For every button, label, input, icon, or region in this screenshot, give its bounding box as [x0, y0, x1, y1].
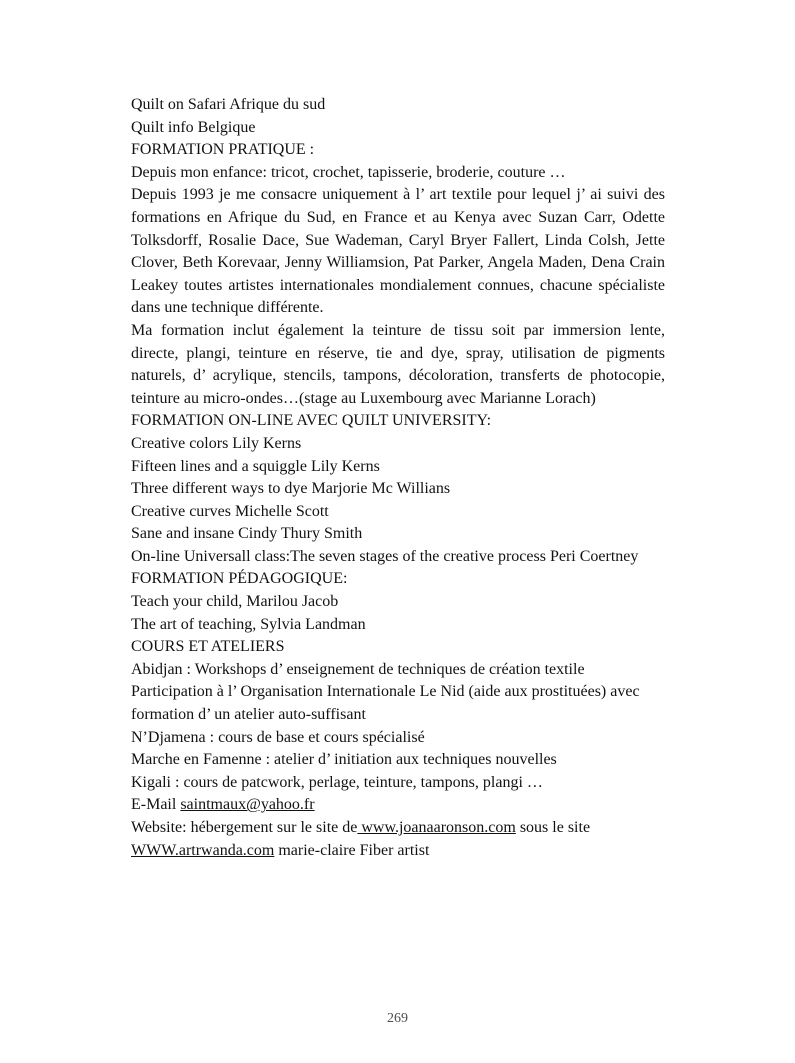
page-content	[131, 94, 665, 862]
text-line-enfance: Depuis mon enfance: tricot, crochet, tapisserie, broderie, couture …	[131, 163, 566, 181]
course-line: Teach your child, Marilou Jacob	[131, 593, 339, 611]
email-link[interactable]: saintmaux@yahoo.fr	[180, 796, 315, 814]
course-line: The art of teaching, Sylvia Landman	[131, 615, 366, 633]
email-label: E-Mail	[131, 796, 181, 814]
paragraph-formation-teinture: Ma formation inclut également la teinture de tissu soit par immersion lente, directe, plangi, teinture en réserve, tie and dye, spray, utilisation de pigments naturels, d’ acrylique, stencils, tampons, décoloration, transferts de photocopie, teinture au micro-ondes…(stage au Luxembourg avec Marianne Lorach)	[131, 321, 665, 407]
website-suffix: marie-claire Fiber artist	[274, 841, 430, 859]
email-line	[131, 794, 665, 817]
course-line: Sane and insane Cindy Thury Smith	[131, 525, 363, 543]
text-line-quilt-info: Quilt info Belgique	[131, 118, 256, 136]
page-footer	[0, 1011, 795, 1027]
section-title-formation-online: FORMATION ON-LINE AVEC QUILT UNIVERSITY:	[131, 412, 492, 430]
course-line: Fifteen lines and a squiggle Lily Kerns	[131, 457, 380, 475]
section-title-cours-ateliers: COURS ET ATELIERS	[131, 638, 285, 656]
atelier-line-ndjamena: N’Djamena : cours de base et cours spécialisé	[131, 728, 425, 746]
section-title-formation-pedagogique: FORMATION PÉDAGOGIQUE:	[131, 570, 348, 588]
website-middle: sous le site	[515, 819, 591, 836]
course-line: On-line Universall class:The seven stages of the creative process Peri Coertney	[131, 547, 639, 565]
text-line-quilt-safari: Quilt on Safari Afrique du sud	[131, 96, 326, 113]
website-link-joanaaronson[interactable]: www.joanaaronson.com	[357, 819, 516, 836]
website-link-artrwanda[interactable]: WWW.artrwanda.com	[131, 841, 275, 859]
page-number: 269	[387, 1011, 408, 1026]
website-line-2	[131, 840, 665, 863]
atelier-line-kigali: Kigali : cours de patcwork, perlage, teinture, tampons, plangi …	[131, 773, 543, 791]
course-line: Creative curves Michelle Scott	[131, 502, 329, 520]
course-line: Creative colors Lily Kerns	[131, 434, 302, 452]
atelier-line-marche: Marche en Famenne : atelier d’ initiation aux techniques nouvelles	[131, 751, 557, 769]
website-line	[131, 817, 665, 840]
atelier-line-abidjan: Abidjan : Workshops d’ enseignement de techniques de création textile	[131, 660, 585, 678]
course-line: Three different ways to dye Marjorie Mc Willians	[131, 480, 451, 498]
atelier-line-participation: Participation à l’ Organisation Internationale Le Nid (aide aux prostituées) avec formation d’ un atelier auto-suffisant	[131, 683, 640, 724]
website-prefix: Website: hébergement sur le site de	[131, 819, 358, 836]
paragraph-formation-1993: Depuis 1993 je me consacre uniquement à l’ art textile pour lequel j’ ai suivi des formations en Afrique du Sud, en France et au Kenya avec Suzan Carr, Odette Tolksdorff, Rosalie Dace, Sue Wademan, Caryl Bryer Fallert, Linda Colsh, Jette Clover, Beth Korevaar, Jenny Williamsion, Pat Parker, Angela Maden, Dena Crain Leakey toutes artistes internationales mondialement connues, chacune spécialiste dans une technique différente.	[131, 186, 665, 317]
section-title-formation-pratique: FORMATION PRATIQUE :	[131, 141, 315, 159]
